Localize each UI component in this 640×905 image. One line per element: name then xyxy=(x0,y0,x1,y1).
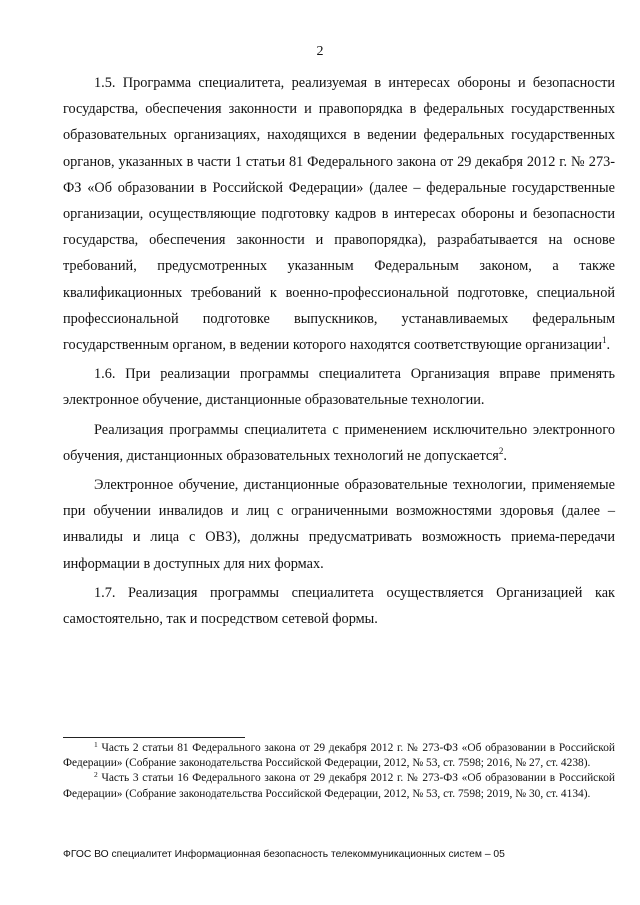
footnote-2 xyxy=(63,771,615,801)
footnote-text: Часть 3 статьи 16 Федерального закона от 29 декабря 2012 г. № 273-ФЗ «Об образовании в Российской Федерации» (Собрание законодательства Российской Федерации, 2012, № 53, ст. 7598; 2019, № 30, ст. 4134). xyxy=(63,772,615,800)
paragraph-1-5 xyxy=(63,70,615,358)
footnote-ref-2: 2 xyxy=(498,445,504,456)
paragraph-text: Реализация программы специалитета с применением исключительно электронного обучения, дистанционных образовательных технологий не допускается xyxy=(63,421,615,464)
footnote-1 xyxy=(63,741,615,771)
footnote-text: Часть 2 статьи 81 Федерального закона от 29 декабря 2012 г. № 273-ФЗ «Об образовании в Российской Федерации» (Собрание законодательства Российской Федерации, 2012, № 53, ст. 7598; 2016, № 27, ст. 4238). xyxy=(63,742,615,770)
footnote-marker: 1 xyxy=(94,740,98,749)
paragraph-1-7: 1.7. Реализация программы специалитета осуществляется Организацией как самостоятельно, так и посредством сетевой формы. xyxy=(63,584,615,628)
paragraph-end-punct: . xyxy=(606,337,611,354)
main-text xyxy=(63,70,615,632)
paragraph-end-punct: . xyxy=(503,447,507,464)
footnotes xyxy=(63,741,615,802)
footnote-ref-1: 1 xyxy=(602,335,607,346)
document-footer: ФГОС ВО специалитет Информационная безопасность телекоммуникационных систем – 05 xyxy=(63,849,505,860)
footnote-marker: 2 xyxy=(94,770,98,780)
paragraph-text: 1.5. Программа специалитета, реализуемая в интересах обороны и безопасности государства, обеспечения законности и правопорядка в федеральных государственных образовательных организациях, находящихся в ведении федеральных государственных органов, указанных в части 1 статьи 81 Федерального закона от 29 декабря 2012 г. № 273-ФЗ «Об образовании в Российской Федерации» (далее – федеральные государственные организации, осуществляющие подготовку кадров в интересах обороны и безопасности государства, обеспечения законности и правопорядка), разрабатывается на основе требований, предусмотренных указанным Федеральным законом, а также квалификационных требований к военно-профессиональной подготовке, специальной профессиональной подготовке выпускников, устанавливаемых федеральным государственным органом, в ведении которого находятся соответствующие организации xyxy=(63,75,615,354)
page-number: 2 xyxy=(316,44,324,59)
paragraph-ovz: Электронное обучение, дистанционные образовательные технологии, применяемые при обучении инвалидов и лиц с ограниченными возможностями здоровья (далее – инвалиды и лица с ОВЗ), должны предусматривать возможность приема-передачи информации в доступных для них формах. xyxy=(63,477,615,572)
footnote-separator xyxy=(63,737,245,738)
paragraph-remote-restriction xyxy=(63,417,615,469)
paragraph-1-6: 1.6. При реализации программы специалитета Организация вправе применять электронное обучение, дистанционные образовательные технологии. xyxy=(63,366,615,409)
